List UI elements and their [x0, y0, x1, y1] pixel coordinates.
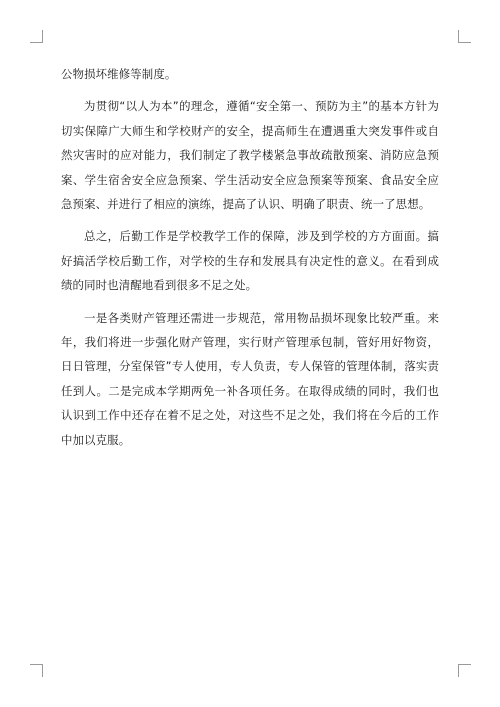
crop-mark-bottom-left [30, 664, 43, 677]
paragraph-1: 公物损坏维修等制度。 [61, 67, 177, 81]
paragraph-4: 一是各类财产管理还需进一步规范，常用物品损坏现象比较严重。来年，我们将进一步强化财产管理，实行财产管理承包制，管好用好物资，日日管理，分室保管”专人使用，专人负责，专人保管的管理体制，落实责任到人。二是完成本学期两免一补各项任务。在取得成绩的同时，我们也认识到工作中还存在着不足之处，对这些不足之处，我们将在今后的工作中加以克服。 [61, 310, 439, 447]
document-body [61, 62, 439, 460]
crop-mark-bottom-right [458, 664, 471, 677]
crop-mark-top-left [30, 30, 43, 43]
paragraph-2: 为贯彻“以人为本”的理念，遵循“安全第一、预防为主”的基本方针为切实保障广大师生和学校财产的安全，提高师生在遭遇重大突发事件或自然灾害时的应对能力，我们制定了教学楼紧急事故疏散预案、消防应急预案、学生宿舍安全应急预案、学生活动安全应急预案等预案、食品安全应急预案、并进行了相应的演练，提高了认识、明确了职责、统一了思想。 [61, 99, 439, 212]
paragraph-3: 总之，后勤工作是学校教学工作的保障，涉及到学校的方方面面。搞好搞活学校后勤工作，对学校的生存和发展具有决定性的意义。在看到成绩的同时也清醒地看到很多不足之处。 [61, 229, 439, 293]
crop-mark-top-right [458, 30, 471, 43]
